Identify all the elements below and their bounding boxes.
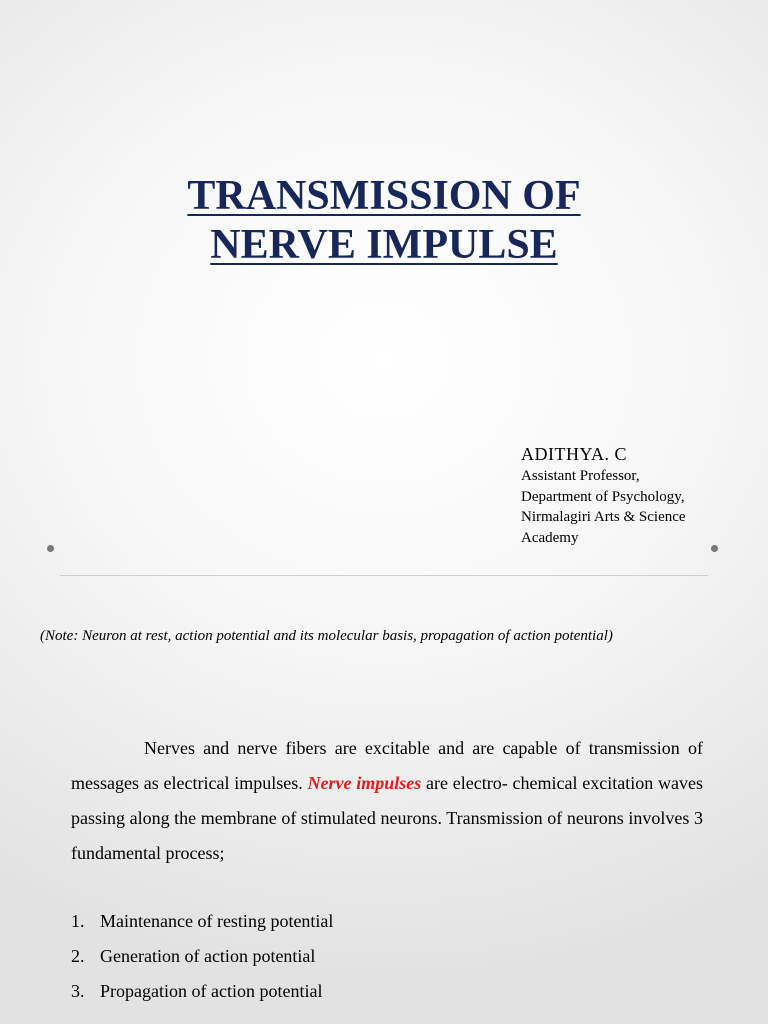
note-text: (Note: Neuron at rest, action potential and its molecular basis, propagation of action potential) (40, 628, 613, 644)
author-institution-line-1: Nirmalagiri Arts & Science (521, 509, 686, 525)
author-block (521, 442, 751, 548)
slide-decoration-dot-left (47, 545, 54, 552)
author-institution-line-2: Academy (521, 529, 579, 546)
intro-paragraph-end: are electro- chemical excitation waves passing along the membrane of stimulated neurons. Transmission of neurons involves 3 fundamental process; (71, 773, 703, 863)
list-item (71, 939, 333, 974)
list-item (71, 904, 333, 939)
title-line-1: TRANSMISSION OF (187, 173, 581, 219)
author-name: ADITHYA. C (521, 444, 627, 464)
slide-title (0, 172, 768, 270)
list-item (71, 974, 333, 1009)
author-role: Assistant Professor, (521, 468, 640, 484)
process-list (71, 904, 333, 1009)
intro-paragraph-start: Nerves and nerve fibers are excitable and are capable of transmission of messages as electrical impulses. (71, 738, 703, 793)
highlighted-term: Nerve impulses (307, 773, 422, 793)
list-item-text: Propagation of action potential (100, 981, 323, 1001)
author-department: Department of Psychology, (521, 488, 685, 505)
list-item-text: Maintenance of resting potential (100, 911, 334, 931)
intro-paragraph (71, 731, 703, 871)
list-item-number: 3. (71, 981, 85, 1001)
title-line-2: NERVE IMPULSE (210, 222, 558, 268)
list-item-number: 2. (71, 946, 85, 966)
slide-decoration-dot-right (711, 545, 718, 552)
list-item-text: Generation of action potential (100, 946, 316, 966)
slide-separator (60, 575, 708, 576)
list-item-number: 1. (71, 911, 85, 931)
